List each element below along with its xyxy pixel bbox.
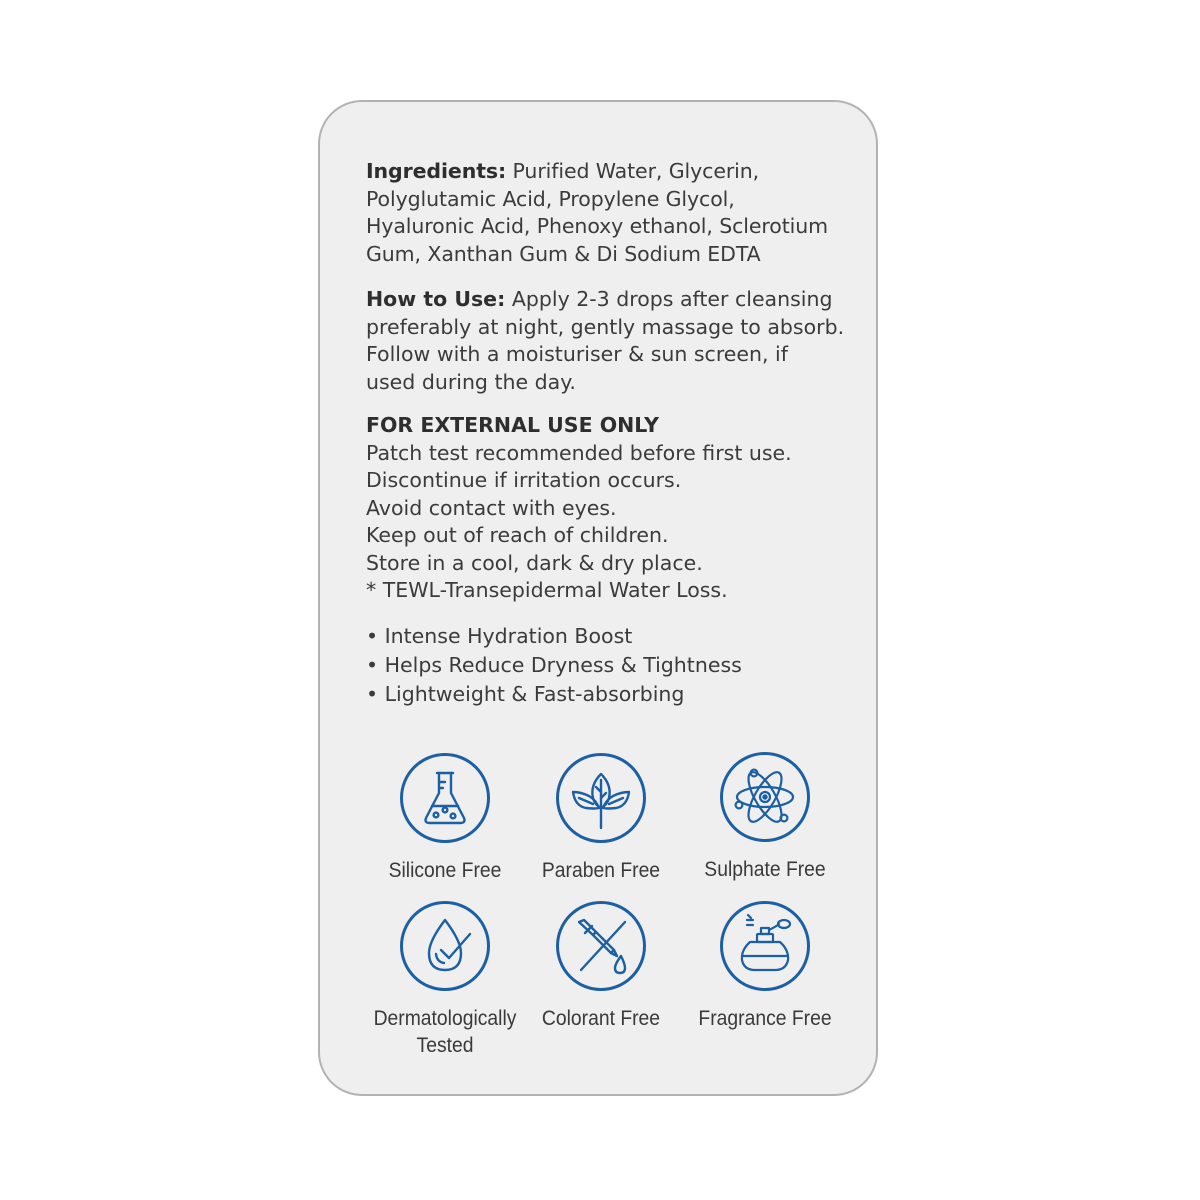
ingredients-line-1	[366, 158, 866, 186]
how-to-use-line-1	[366, 286, 866, 314]
badge-label: Silicone Free	[388, 859, 502, 882]
benefit-item: • Lightweight & Fast-absorbing	[366, 680, 866, 709]
benefits-list	[366, 622, 866, 709]
colorant-free-badge	[521, 901, 681, 1032]
badge-circle	[400, 901, 490, 991]
ingredients-line-4: Gum, Xanthan Gum & Di Sodium EDTA	[366, 241, 761, 266]
badge-label-line-2: Tested	[416, 1034, 474, 1057]
badge-circle	[400, 753, 490, 843]
warning-line: Patch test recommended before first use.	[366, 440, 792, 465]
badge-circle	[556, 753, 646, 843]
how-to-use-text: Apply 2-3 drops after cleansing	[511, 287, 833, 311]
warning-line: Store in a cool, dark & dry place.	[366, 550, 703, 575]
leaf-icon	[559, 756, 643, 840]
badge-label: Fragrance Free	[698, 1007, 832, 1030]
benefit-item: • Helps Reduce Dryness & Tightness	[366, 651, 866, 680]
dermatologically-tested-badge	[365, 901, 525, 1059]
ingredients-line-3: Hyaluronic Acid, Phenoxy ethanol, Sclerotium	[366, 214, 828, 238]
how-to-use-section	[366, 286, 866, 396]
ingredients-line-2: Polyglutamic Acid, Propylene Glycol,	[366, 186, 735, 211]
badge-circle	[720, 901, 810, 991]
atom-icon	[723, 755, 807, 839]
badge-circle	[556, 901, 646, 991]
external-use-heading: FOR EXTERNAL USE ONLY	[366, 413, 660, 437]
flask-icon	[403, 756, 487, 840]
tewl-footnote: * TEWL-Transepidermal Water Loss.	[366, 578, 728, 602]
ingredients-section	[366, 158, 866, 268]
badge-label	[371, 1005, 518, 1059]
how-to-use-line-2: preferably at night, gently massage to absorb.	[366, 314, 845, 339]
dropper-crossed-icon	[559, 904, 643, 988]
warning-line: Keep out of reach of children.	[366, 523, 669, 547]
warning-line: Avoid contact with eyes.	[366, 495, 617, 520]
ingredients-text: Purified Water, Glycerin,	[512, 159, 760, 183]
warning-line: Discontinue if irritation occurs.	[366, 468, 682, 492]
how-to-use-line-4: used during the day.	[366, 369, 576, 394]
paraben-free-badge	[521, 753, 681, 884]
drop-check-icon	[403, 904, 487, 988]
how-to-use-line-3: Follow with a moisturiser & sun screen, if	[366, 342, 788, 366]
how-to-use-heading: How to Use:	[366, 287, 506, 311]
silicone-free-badge	[365, 753, 525, 884]
badge-label: Paraben Free	[541, 859, 661, 882]
product-label-card	[318, 100, 878, 1096]
badge-label-line-1: Dermatologically	[373, 1007, 517, 1030]
fragrance-free-badge	[685, 901, 845, 1032]
perfume-bottle-icon	[723, 904, 807, 988]
warnings-section	[366, 412, 866, 605]
sulphate-free-badge	[685, 752, 845, 883]
ingredients-heading: Ingredients:	[366, 159, 507, 183]
badge-label: Sulphate Free	[704, 858, 826, 881]
badge-circle	[720, 752, 810, 842]
badge-label: Colorant Free	[541, 1007, 661, 1030]
benefit-item: • Intense Hydration Boost	[366, 622, 866, 651]
